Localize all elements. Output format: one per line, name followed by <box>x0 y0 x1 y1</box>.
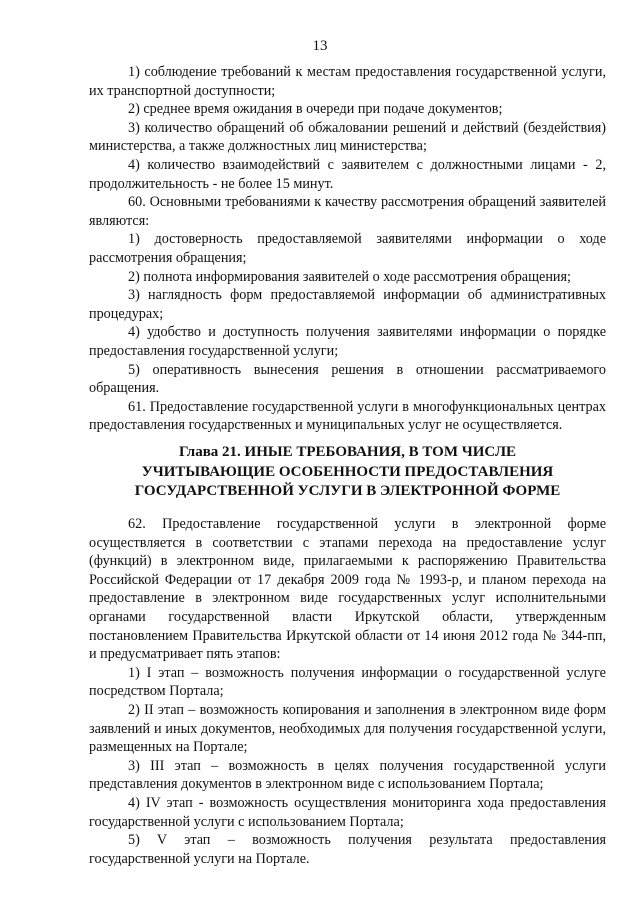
chapter-heading <box>89 443 606 502</box>
paragraph: 2) среднее время ожидания в очереди при подаче документов; <box>128 101 503 118</box>
paragraph: 1) достоверность предоставляемой заявителями информации о ходе рассмотрения обращения; <box>89 231 606 266</box>
paragraph: 5) V этап – возможность получения результата предоставления государственной услуги на Портале. <box>89 832 606 867</box>
paragraph: 4) количество взаимодействий с заявителем с должностными лицами - 2, продолжительность - не более 15 минут. <box>89 156 606 192</box>
paragraph: 2) II этап – возможность копирования и заполнения в электронном виде форм заявлений и иных документов, необходимых для получения государственной услуги, размещенных на Портале; <box>89 701 606 756</box>
paragraph: 60. Основными требованиями к качеству рассмотрения обращений заявителей являются: <box>89 194 606 229</box>
chapter-heading-line: УЧИТЫВАЮЩИЕ ОСОБЕННОСТИ ПРЕДОСТАВЛЕНИЯ <box>141 463 554 480</box>
paragraph: 5) оперативность вынесения решения в отношении рассматриваемого обращения. <box>89 361 606 397</box>
paragraph: 3) количество обращений об обжаловании решений и действий (бездействия) министерства, а также должностных лиц министерства; <box>89 119 606 155</box>
paragraph: 3) наглядность форм предоставляемой информации об административных процедурах; <box>89 287 606 322</box>
paragraph: 3) III этап – возможность в целях получения государственной услуги представления документов в электронном виде с использованием Портала; <box>89 757 606 793</box>
chapter-heading-line: ГОСУДАРСТВЕННОЙ УСЛУГИ В ЭЛЕКТРОННОЙ ФОРМЕ <box>134 483 561 499</box>
paragraph: 2) полнота информирования заявителей о ходе рассмотрения обращения; <box>128 268 571 285</box>
paragraph: 62. Предоставление государственной услуги в электронной форме осуществляется в соответствии с этапами перехода на предоставление услуг (функций) в электронном виде, прилагаемыми к распоряжению Правительства Российской Федерации от 17 декабря 2009 года № 1993-р, и планом перехода на предоставление в электронном виде государственных услуг исполнительными органами государственной власти Иркутской области, утвержденным постановлением Правительства Иркутской области от 14 июня 2012 года № 344-пп, и предусматривает пять этапов: <box>89 516 606 663</box>
paragraph: 1) соблюдение требований к местам предоставления государственной услуги, их транспортной доступности; <box>89 64 606 99</box>
text-block-electronic-form <box>89 515 606 868</box>
text-block-requirements <box>89 63 606 435</box>
paragraph: 4) удобство и доступность получения заявителями информации о порядке предоставления государственной услуги; <box>89 324 606 359</box>
chapter-heading-line: Глава 21. ИНЫЕ ТРЕБОВАНИЯ, В ТОМ ЧИСЛЕ <box>178 444 517 460</box>
page-number: 13 <box>312 38 328 54</box>
paragraph: 1) I этап – возможность получения информации о государственной услуге посредством Портала; <box>89 664 606 700</box>
paragraph: 61. Предоставление государственной услуги в многофункциональных центрах предоставления государственных и муниципальных услуг не осуществляется. <box>89 398 606 434</box>
paragraph: 4) IV этап - возможность осуществления мониторинга хода предоставления государственной услуги с использованием Портала; <box>89 794 606 830</box>
